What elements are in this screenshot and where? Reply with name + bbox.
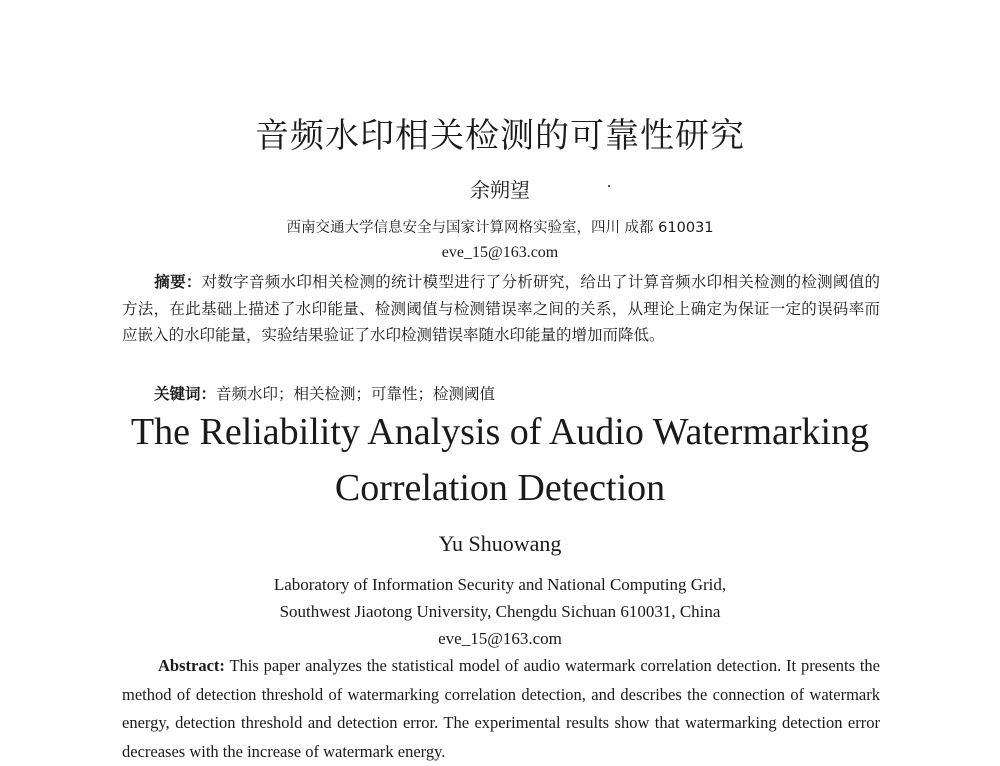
chinese-keywords xyxy=(154,382,874,404)
english-email: eve_15@163.com xyxy=(438,629,562,648)
chinese-email: eve_15@163.com xyxy=(441,244,559,261)
chinese-author: 余朔望 xyxy=(470,178,530,202)
english-author: Yu Shuowang xyxy=(438,531,562,556)
english-abstract-label: Abstract: xyxy=(158,656,225,675)
chinese-title: 音频水印相关检测的可靠性研究 xyxy=(255,116,745,156)
chinese-affiliation: 西南交通大学信息安全与国家计算网格实验室，四川 成都 610031 xyxy=(286,220,714,236)
chinese-abstract-label: 摘要： xyxy=(154,273,202,291)
english-title-line1: The Reliability Analysis of Audio Watermarking xyxy=(130,411,870,453)
chinese-keywords-label: 关键词： xyxy=(154,385,217,403)
english-abstract-text: This paper analyzes the statistical model of audio watermark correlation detection. It presents the method of detection threshold of watermarking correlation detection, and describes the connection of watermark energy, detection threshold and detection error. The experimental results show that watermarking detection error decreases with the increase of watermark energy. xyxy=(122,656,880,761)
english-affiliation-line2: Southwest Jiaotong University, Chengdu Sichuan 610031, China xyxy=(279,602,721,621)
english-abstract xyxy=(122,652,880,766)
english-affiliation-line1: Laboratory of Information Security and National Computing Grid, xyxy=(273,575,727,594)
chinese-keywords-text: 音频水印；相关检测；可靠性；检测阈值 xyxy=(216,385,496,403)
scan-speck xyxy=(608,185,610,187)
chinese-abstract xyxy=(122,269,880,349)
english-title-line2: Correlation Detection xyxy=(334,467,666,509)
chinese-abstract-text: 对数字音频水印相关检测的统计模型进行了分析研究，给出了计算音频水印相关检测的检测阈值的方法，在此基础上描述了水印能量、检测阈值与检测错误率之间的关系，从理论上确定为保证一定的误码率而应嵌入的水印能量，实验结果验证了水印检测错误率随水印能量的增加而降低。 xyxy=(122,273,880,344)
